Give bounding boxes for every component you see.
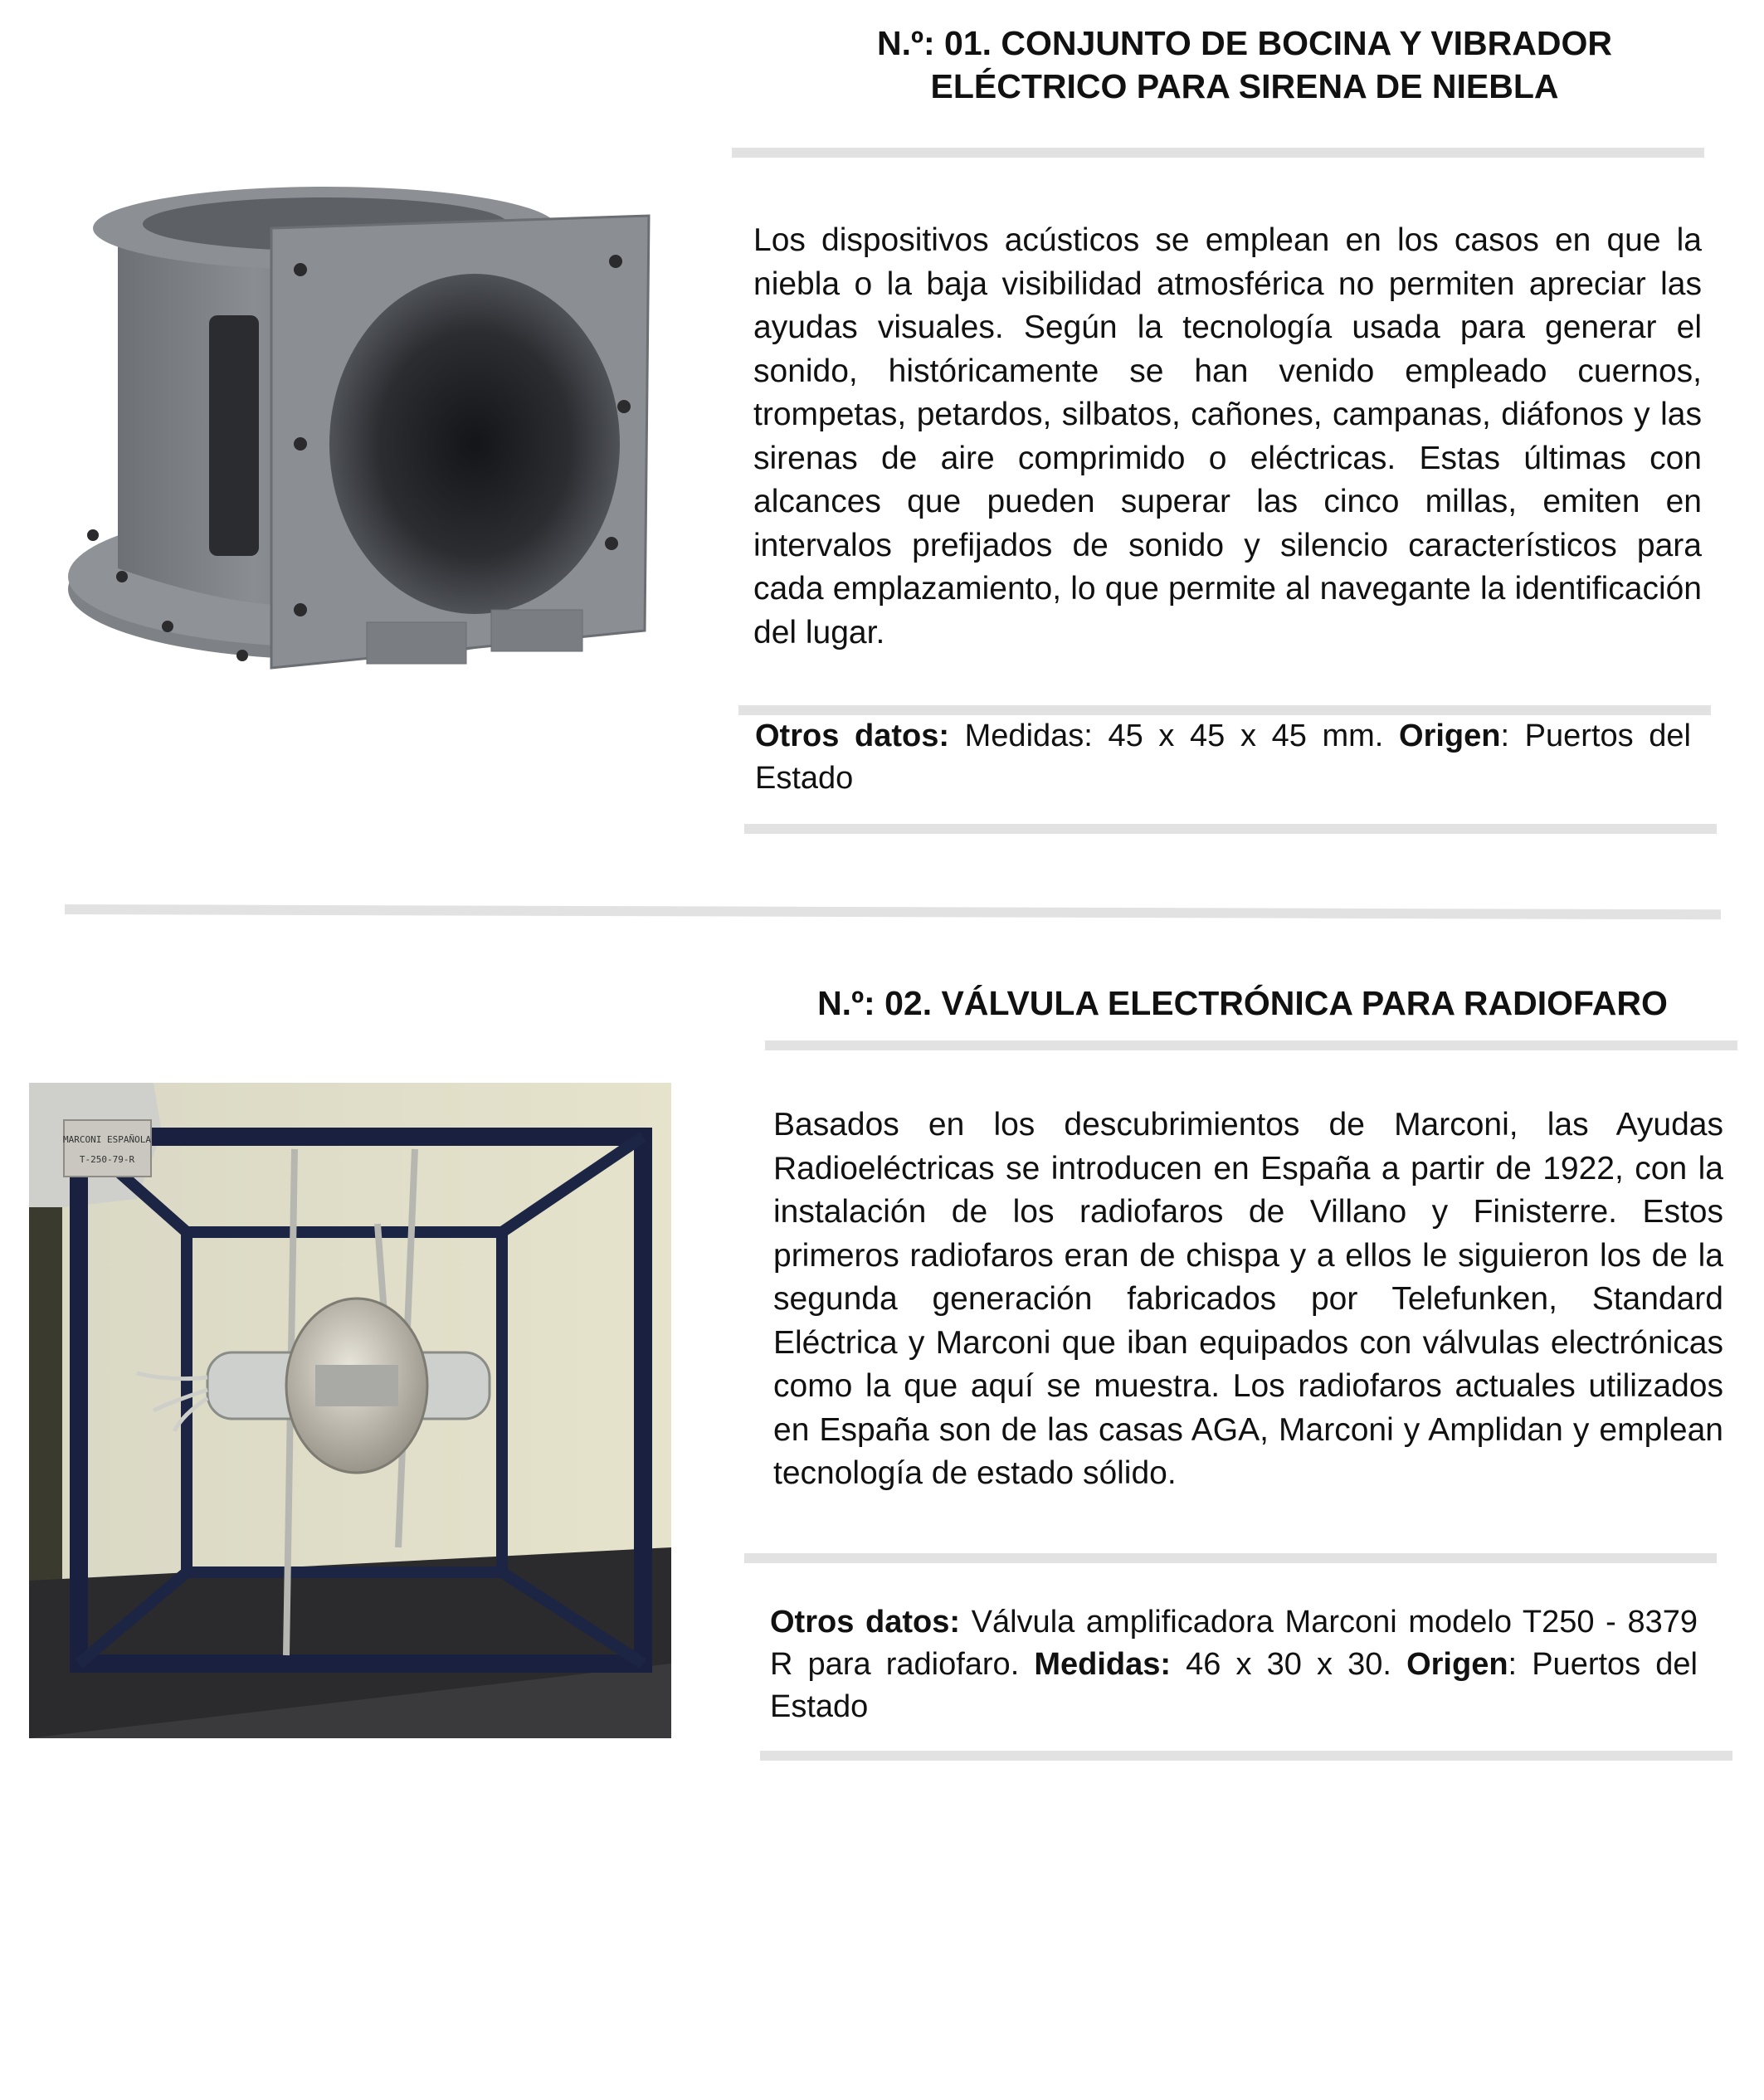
item-1-title-rule xyxy=(732,148,1704,158)
item-2-other-rule-bottom xyxy=(760,1751,1732,1761)
item-1-title xyxy=(730,22,1759,108)
item-1-other-rule-top xyxy=(738,705,1711,715)
item-2-other-label: Otros datos: xyxy=(770,1605,960,1640)
item-1-other-data xyxy=(755,715,1691,800)
item-2-other-data xyxy=(770,1601,1698,1728)
item-2-title: N.º: 02. VÁLVULA ELECTRÓNICA PARA RADIOFARO xyxy=(817,984,1668,1022)
section-divider xyxy=(65,904,1721,919)
item-1-other-label: Otros datos: xyxy=(755,719,949,753)
item-2-photo-valve xyxy=(29,1083,671,1738)
item-2-description: Basados en los descubrimientos de Marconi, las Ayudas Radioeléctricas se introducen en España a partir de 1922, con la instalación de los radiofaros de Villano y Finisterre. Estos primeros radiofaros eran de chispa y a ellos le siguieron los de la segunda generación fabricados por Telefunken, Standard Eléctrica y Marconi que iban equipados con válvulas electrónicas como la que aquí se muestra. Los radiofaros actuales utilizados en España son de las casas AGA, Marconi y Amplidan y emplean tecnología de estado sólido. xyxy=(773,1107,1723,1491)
item-2-other-desc: Válvula amplificadora Marconi modelo T250 - 8379 R para radiofaro. xyxy=(770,1605,1698,1682)
item-1-measures: Medidas: 45 x 45 x 45 mm. xyxy=(949,719,1400,753)
item-1-description: Los dispositivos acústicos se emplean en los casos en que la niebla o la baja visibilidad atmosférica no permiten apreciar las ayudas visuales. Según la tecnología usada para generar el sonido, históricamente se han venido empleado cuernos, trompetas, petardos, silbatos, cañones, campanas, diáfonos y las sirenas de aire comprimido o eléctricas. Estas últimas con alcances que pueden superar las cinco millas, emiten en intervalos prefijados de sonido y silencio característicos para cada emplazamiento, lo que permite al navegante la identificación del lugar. xyxy=(753,222,1702,650)
item-1-origin-label: Origen xyxy=(1399,719,1501,753)
item-1-origin: : Puertos del Estado xyxy=(755,719,1691,796)
item-1-title-line2: ELÉCTRICO PARA SIRENA DE NIEBLA xyxy=(930,67,1559,105)
item-2-photo-plate-line2: T-250-79-R xyxy=(79,1154,135,1165)
item-2-other-rule-top xyxy=(744,1553,1717,1563)
item-2-measures-label: Medidas: xyxy=(1034,1647,1172,1682)
item-2-origin: : Puertos del Estado xyxy=(770,1647,1698,1724)
item-2-origin-label: Origen xyxy=(1406,1647,1508,1682)
item-1-other-rule-bottom xyxy=(744,824,1717,834)
item-1-photo-horn xyxy=(43,178,657,701)
item-1-title-line1: N.º: 01. CONJUNTO DE BOCINA Y VIBRADOR xyxy=(877,24,1612,62)
item-2-photo-plate-line1: MARCONI ESPAÑOLA xyxy=(63,1134,151,1145)
item-2-measures: 46 x 30 x 30. xyxy=(1171,1647,1407,1682)
item-2-title-rule xyxy=(765,1040,1737,1050)
